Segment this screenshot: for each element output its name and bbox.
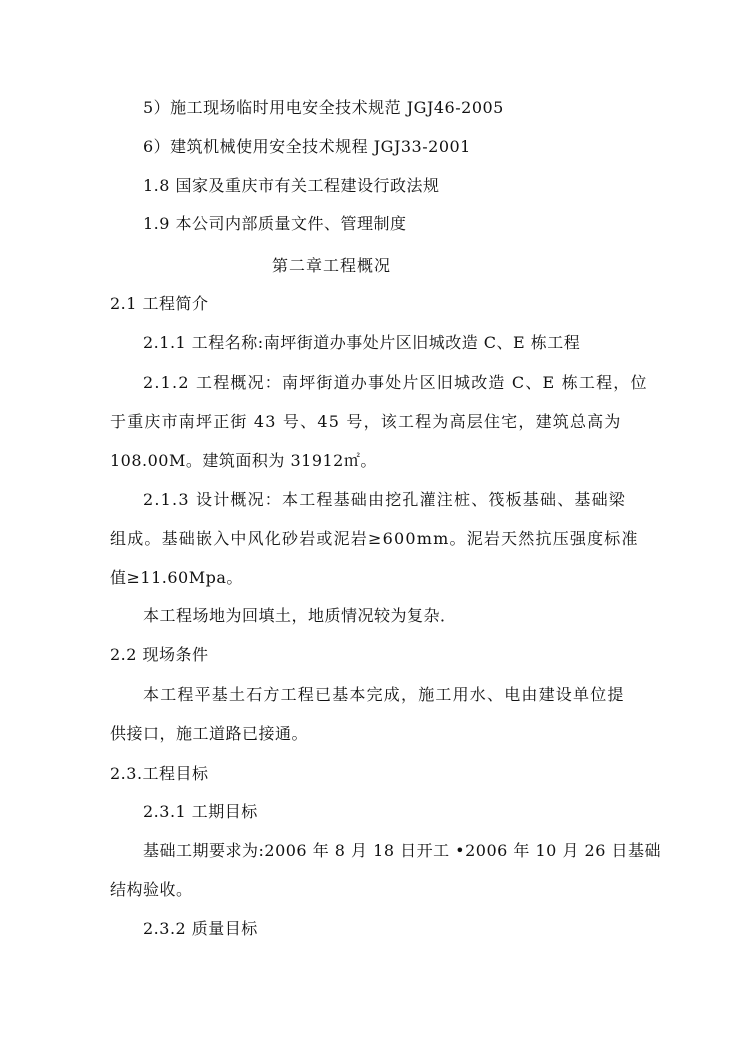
chapter-title: 第二章工程概况 <box>272 256 392 275</box>
project-overview-line-2: 于重庆市南坪正街 43 号、45 号，该工程为高层住宅，建筑总高为 <box>110 412 622 431</box>
reference-item-6: 6）建筑机械使用安全技术规程 JGJ33-2001 <box>143 137 471 156</box>
design-overview-line-3: 值≥11.60Mpa。 <box>110 568 243 587</box>
design-overview-line-1: 2.1.3 设计概况：本工程基础由挖孔灌注桩、筏板基础、基础梁 <box>143 490 626 509</box>
schedule-line-1: 基础工期要求为:2006 年 8 月 18 日开工 •2006 年 10 月 26 日基础 <box>143 841 661 860</box>
section-2-3-1-heading: 2.3.1 工期目标 <box>143 802 258 821</box>
section-1-9: 1.9 本公司内部质量文件、管理制度 <box>143 214 407 233</box>
project-name-line: 2.1.1 工程名称:南坪街道办事处片区旧城改造 C、E 栋工程 <box>143 333 581 352</box>
site-note: 本工程场地为回填土，地质情况较为复杂． <box>143 606 457 625</box>
site-conditions-line-1: 本工程平基土石方工程已基本完成，施工用水、电由建设单位提 <box>143 685 625 704</box>
section-2-2-heading: 2.2 现场条件 <box>110 645 209 664</box>
section-2-3-2-heading: 2.3.2 质量目标 <box>143 919 258 938</box>
project-overview-line-1: 2.1.2 工程概况：南坪街道办事处片区旧城改造 C、E 栋工程，位 <box>143 373 648 392</box>
project-overview-line-3: 108.00M。建筑面积为 31912㎡。 <box>110 451 377 470</box>
design-overview-line-2: 组成。基础嵌入中风化砂岩或泥岩≥600mm。泥岩天然抗压强度标准 <box>110 529 639 548</box>
section-2-3-heading: 2.3.工程目标 <box>110 764 209 783</box>
schedule-line-2: 结构验收。 <box>110 880 193 899</box>
section-2-1-heading: 2.1 工程简介 <box>110 294 209 313</box>
reference-item-5: 5）施工现场临时用电安全技术规范 JGJ46-2005 <box>143 98 504 117</box>
site-conditions-line-2: 供接口，施工道路已接通。 <box>110 724 309 743</box>
section-1-8: 1.8 国家及重庆市有关工程建设行政法规 <box>143 176 440 195</box>
